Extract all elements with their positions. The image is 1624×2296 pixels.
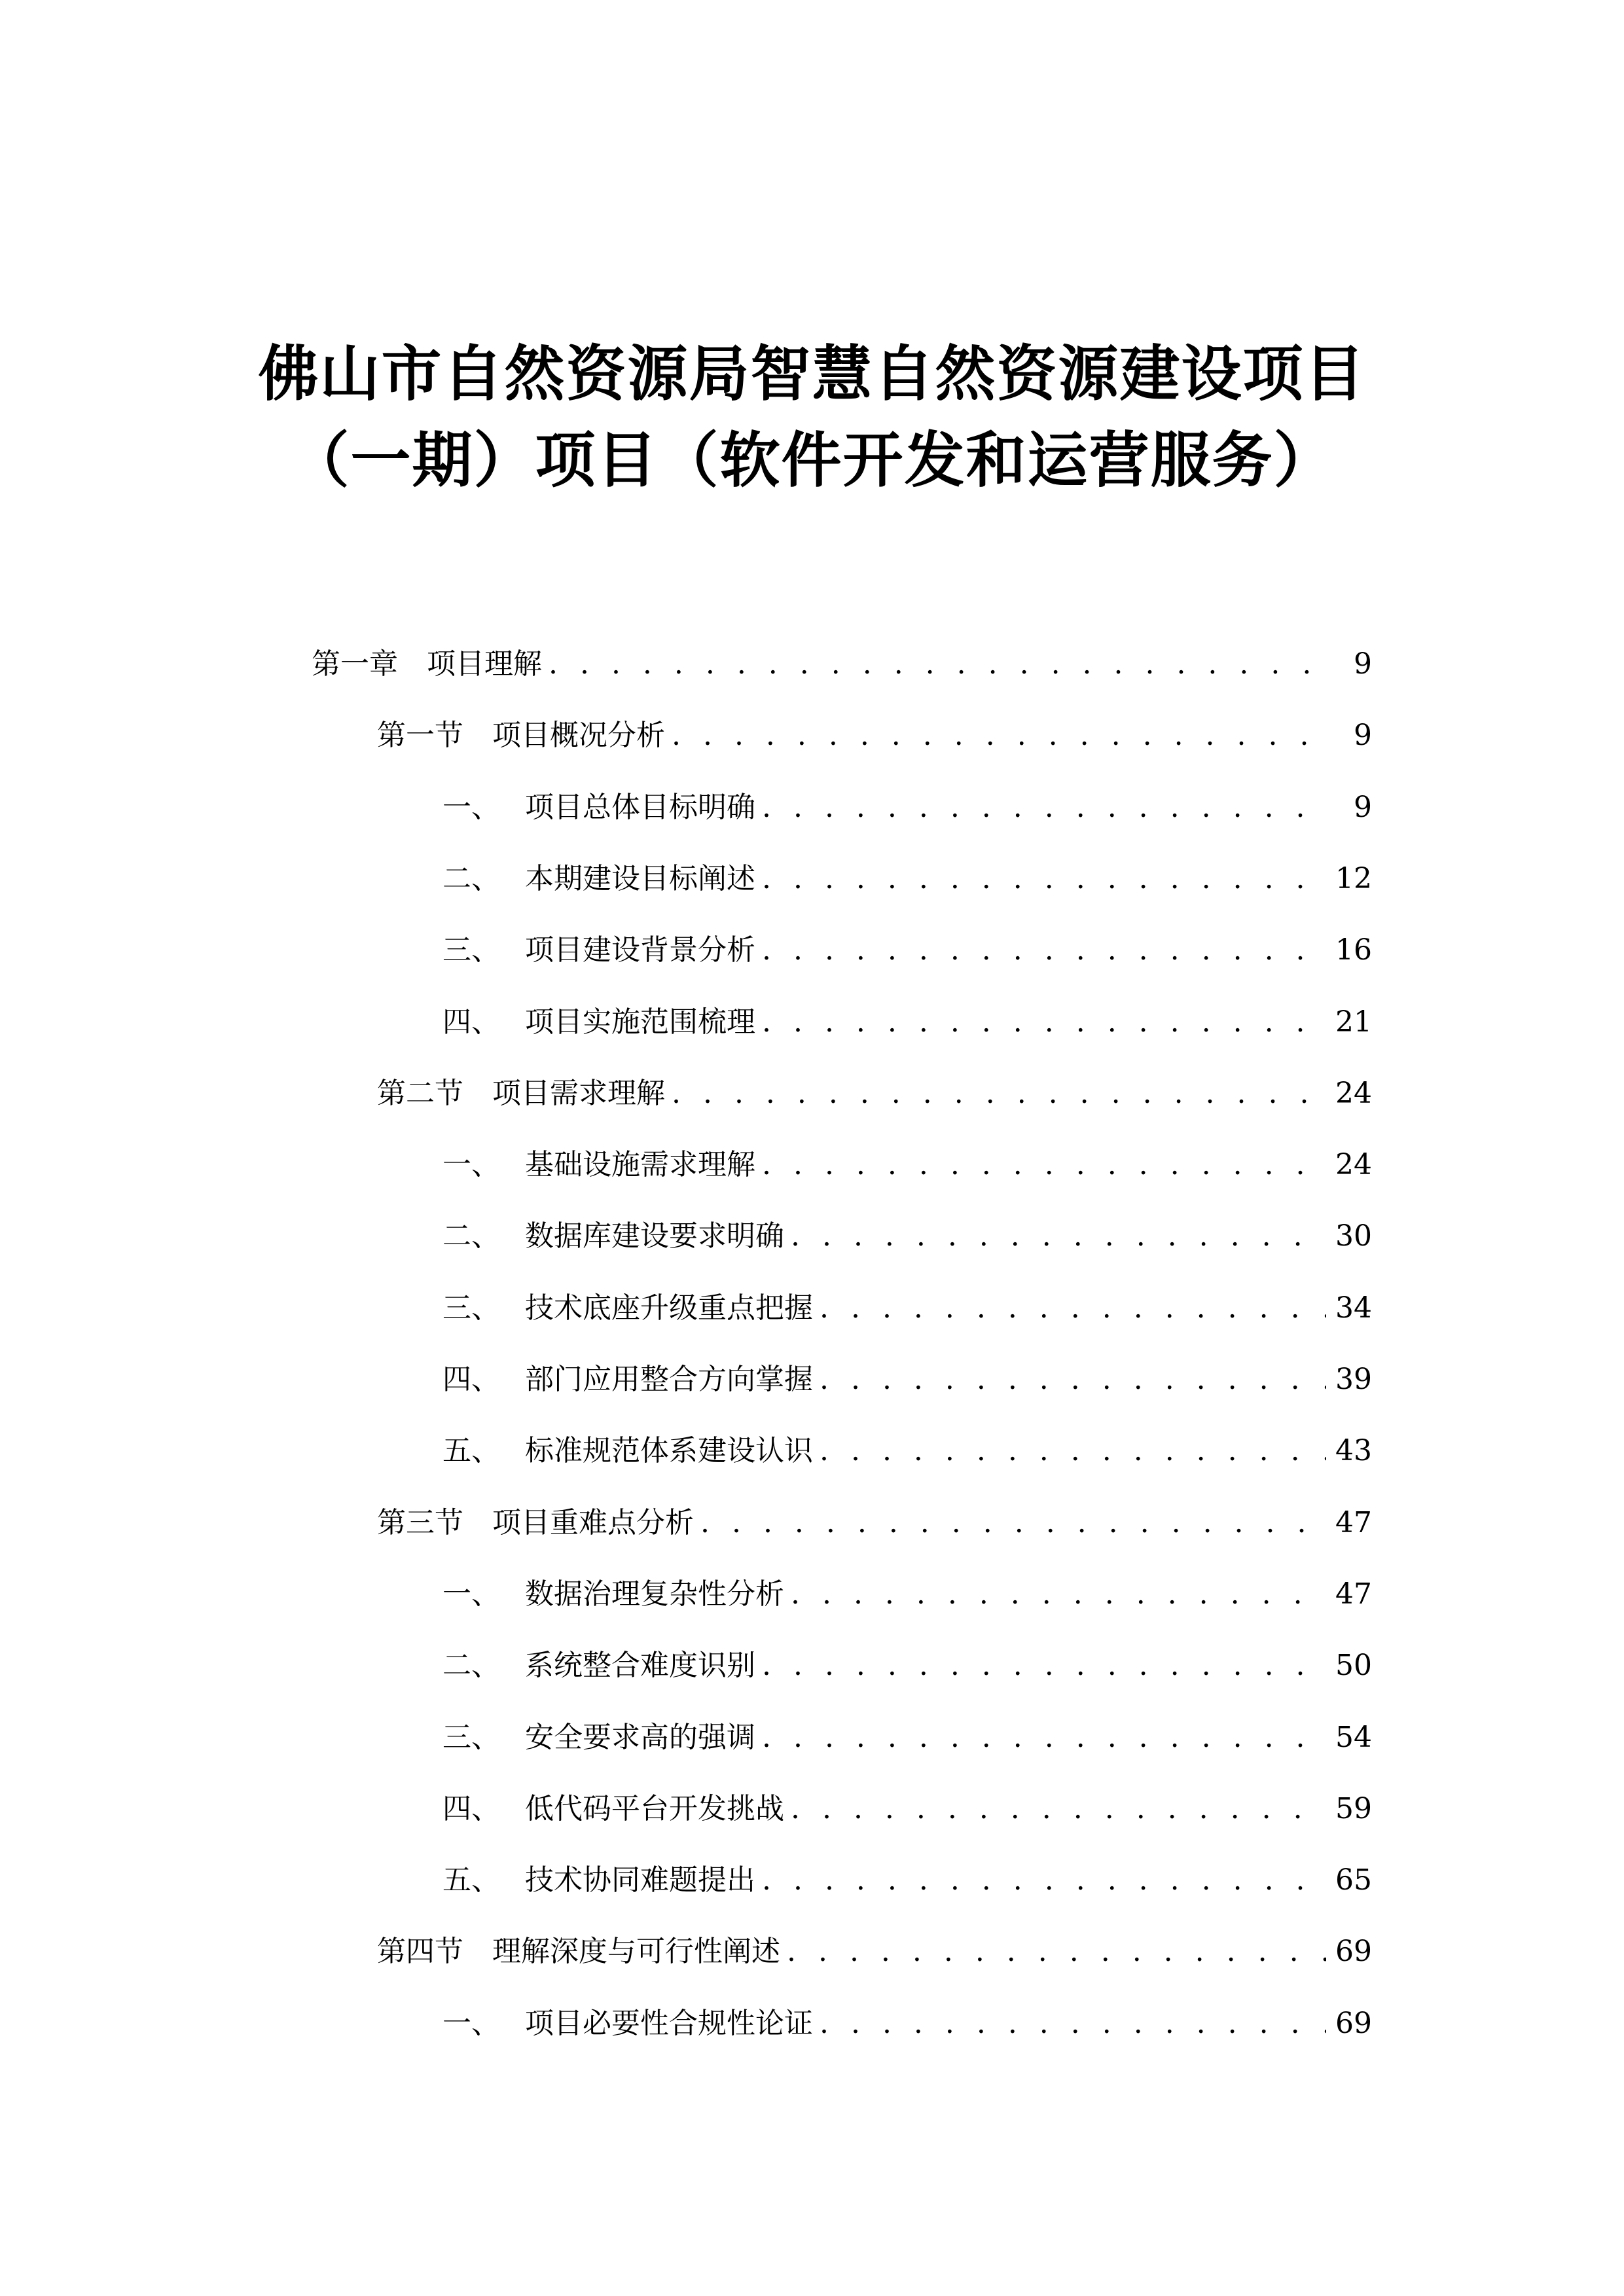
toc-entry[interactable] <box>442 1217 1372 1256</box>
toc-entry[interactable] <box>312 645 1372 684</box>
toc-dot-leader <box>791 1575 1326 1614</box>
toc-entry-page-number: 21 <box>1335 1005 1372 1039</box>
toc-dot-leader <box>672 716 1329 755</box>
toc-entry[interactable] <box>442 1575 1372 1614</box>
toc-dot-leader <box>762 788 1329 827</box>
toc-entry-number: 第四节 <box>377 1935 463 1968</box>
toc-entry-page-number: 47 <box>1335 1577 1372 1611</box>
toc-entry[interactable] <box>442 1360 1372 1399</box>
toc-entry-title: 技术协同难题提出 <box>525 1863 755 1897</box>
toc-entry-title: 数据治理复杂性分析 <box>525 1577 784 1611</box>
toc-entry[interactable] <box>377 716 1372 755</box>
toc-entry-title: 标准规范体系建设认识 <box>525 1434 813 1467</box>
toc-dot-leader <box>549 645 1329 684</box>
toc-entry[interactable] <box>442 1789 1372 1829</box>
toc-entry-number: 一、 <box>442 791 500 824</box>
toc-entry-number: 三、 <box>442 933 500 967</box>
toc-entry[interactable] <box>442 859 1372 899</box>
toc-entry-title: 数据库建设要求明确 <box>525 1219 784 1253</box>
toc-entry-page-number: 34 <box>1335 1291 1372 1325</box>
toc-entry-page-number: 65 <box>1335 1863 1372 1897</box>
toc-entry[interactable] <box>442 1431 1372 1471</box>
toc-entry-page-number: 9 <box>1354 791 1372 824</box>
toc-entry-number: 一、 <box>442 1577 500 1611</box>
toc-entry-number: 四、 <box>442 1792 500 1825</box>
toc-entry-page-number: 69 <box>1335 2007 1372 2040</box>
toc-entry[interactable] <box>442 788 1372 827</box>
toc-entry-number: 五、 <box>442 1863 500 1897</box>
toc-entry-number: 第一章 <box>312 647 398 681</box>
toc-dot-leader <box>820 1431 1326 1471</box>
toc-dot-leader <box>762 859 1326 899</box>
toc-entry-page-number: 39 <box>1335 1363 1372 1396</box>
toc-entry-title: 项目理解 <box>427 647 542 681</box>
toc-dot-leader <box>762 1718 1326 1757</box>
toc-entry[interactable] <box>442 1861 1372 1900</box>
toc-entry-page-number: 16 <box>1335 933 1372 967</box>
toc-entry[interactable] <box>442 2004 1372 2043</box>
toc-entry-page-number: 24 <box>1335 1077 1372 1110</box>
toc-entry-title: 系统整合难度识别 <box>525 1649 755 1682</box>
toc-entry-title: 技术底座升级重点把握 <box>525 1291 813 1325</box>
toc-entry[interactable] <box>442 1289 1372 1328</box>
toc-dot-leader <box>791 1789 1326 1829</box>
toc-entry-page-number: 59 <box>1335 1792 1372 1825</box>
toc-entry-title: 项目实施范围梳理 <box>525 1005 755 1039</box>
toc-entry-number: 一、 <box>442 2007 500 2040</box>
toc-entry-number: 五、 <box>442 1434 500 1467</box>
toc-entry-title: 项目建设背景分析 <box>525 933 755 967</box>
toc-entry-title: 低代码平台开发挑战 <box>525 1792 784 1825</box>
toc-entry-title: 项目概况分析 <box>492 719 665 752</box>
toc-entry-title: 基础设施需求理解 <box>525 1148 755 1181</box>
toc-entry-title: 项目总体目标明确 <box>525 791 755 824</box>
toc-entry[interactable] <box>442 1145 1372 1185</box>
toc-entry-number: 一、 <box>442 1148 500 1181</box>
toc-entry[interactable] <box>442 1003 1372 1042</box>
toc-dot-leader <box>820 2004 1326 2043</box>
toc-dot-leader <box>762 931 1326 970</box>
toc-entry-page-number: 50 <box>1335 1649 1372 1682</box>
toc-entry-number: 二、 <box>442 1219 500 1253</box>
toc-entry-number: 三、 <box>442 1291 500 1325</box>
toc-dot-leader <box>762 1145 1326 1185</box>
toc-entry-number: 第三节 <box>377 1506 463 1539</box>
toc-entry-number: 二、 <box>442 862 500 895</box>
toc-entry-number: 第二节 <box>377 1077 463 1110</box>
toc-entry-page-number: 30 <box>1335 1219 1372 1253</box>
toc-entry-page-number: 54 <box>1335 1721 1372 1754</box>
toc-entry-title: 安全要求高的强调 <box>525 1721 755 1754</box>
toc-entry-title: 理解深度与可行性阐述 <box>492 1935 780 1968</box>
toc-dot-leader <box>672 1074 1326 1113</box>
toc-dot-leader <box>820 1289 1326 1328</box>
toc-entry-title: 项目重难点分析 <box>492 1506 694 1539</box>
toc-dot-leader <box>762 1003 1326 1042</box>
toc-entry-page-number: 12 <box>1335 862 1372 895</box>
toc-dot-leader <box>820 1360 1326 1399</box>
toc-entry[interactable] <box>377 1074 1372 1113</box>
toc-dot-leader <box>787 1932 1326 1971</box>
toc-entry[interactable] <box>442 1646 1372 1685</box>
toc-entry-title: 项目需求理解 <box>492 1077 665 1110</box>
toc-dot-leader <box>762 1646 1326 1685</box>
document-title-line-1: 佛山市自然资源局智慧自然资源建设项目 <box>258 339 1366 409</box>
toc-entry-number: 三、 <box>442 1721 500 1754</box>
toc-entry-page-number: 43 <box>1335 1434 1372 1467</box>
toc-entry-page-number: 47 <box>1335 1506 1372 1539</box>
toc-entry[interactable] <box>377 1932 1372 1971</box>
toc-entry-title: 部门应用整合方向掌握 <box>525 1363 813 1396</box>
toc-entry-number: 二、 <box>442 1649 500 1682</box>
toc-entry-number: 第一节 <box>377 719 463 752</box>
toc-entry-number: 四、 <box>442 1363 500 1396</box>
toc-dot-leader <box>791 1217 1326 1256</box>
toc-entry-page-number: 69 <box>1335 1935 1372 1968</box>
toc-entry[interactable] <box>442 931 1372 970</box>
toc-entry-page-number: 9 <box>1354 719 1372 752</box>
toc-dot-leader <box>700 1503 1326 1543</box>
toc-entry-page-number: 24 <box>1335 1148 1372 1181</box>
toc-entry-page-number: 9 <box>1354 647 1372 681</box>
toc-entry[interactable] <box>377 1503 1372 1543</box>
document-title-line-2: （一期）项目（软件开发和运营服务） <box>289 425 1335 495</box>
toc-entry-title: 项目必要性合规性论证 <box>525 2007 813 2040</box>
toc-entry-title: 本期建设目标阐述 <box>525 862 755 895</box>
toc-entry-number: 四、 <box>442 1005 500 1039</box>
toc-entry[interactable] <box>442 1718 1372 1757</box>
toc-dot-leader <box>762 1861 1326 1900</box>
